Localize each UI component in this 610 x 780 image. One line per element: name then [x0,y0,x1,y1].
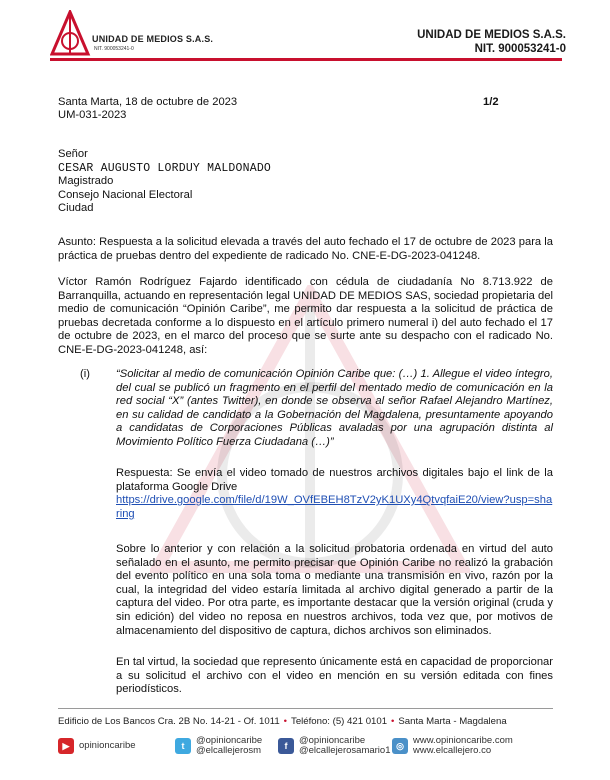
twitter-handle-2: @elcallejerosm [196,745,262,756]
footer-contact-line [58,716,553,727]
header-company-name: UNIDAD DE MEDIOS S.A.S. [417,29,566,41]
facebook-handle-1: @opinioncaribe [299,734,366,746]
footer-address: Edificio de Los Bancos Cra. 2B No. 14-21 - Of. 1011 [58,716,280,727]
facebook-handles [299,736,391,757]
recipient-salutation: Señor [58,148,88,160]
footer-website[interactable] [392,734,513,758]
recipient-name: CESAR AUGUSTO LORDUY MALDONADO [58,161,272,175]
footer-phone: Teléfono: (5) 421 0101 [291,716,388,727]
header-divider [50,58,562,61]
globe-icon: ◎ [392,738,408,754]
letter-reference: UM-031-2023 [58,109,127,121]
item-quote: “Solicitar al medio de comunicación Opinión Caribe que: (…) 1. Allegue el video íntegro, del cual se publicó un fragmento en el perfil del mentado medio de comunicación en la red social “X” (antes Twitter), en donde se observa al señor Rafael Alejandro Martínez, en su calidad de candidato a la Gobernación del Magdalena, presuntamente apoyando a candidatas de Corporaciones Públicas avaladas por una agrupación distinta al Movimiento Político Fuerza Ciudadana (…)” [116,368,553,448]
recipient-block [58,148,271,216]
recipient-organization: Consejo Nacional Electoral [58,188,193,201]
subject-paragraph: Asunto: Respuesta a la solicitud elevada a través del auto fechado el 17 de octubre de 2023 para la práctica de pruebas dentro del expediente de radicado No. CNE-E-DG-2023-041248. [58,236,553,262]
header-company-nit: NIT. 900053241-0 [474,43,566,55]
footer-facebook[interactable] [278,734,391,758]
header-company-block [417,28,566,56]
logo-company-nit: NIT. 900053241-0 [94,46,134,52]
twitter-handles [196,736,262,757]
item-numeral: (i) [80,368,90,380]
body-paragraph-2: En tal virtud, la sociedad que represento únicamente está en capacidad de proporcionar a su solicitud el archivo con el video en mención en su versión editada con fines periodísticos. [116,656,553,696]
google-drive-link[interactable]: https://drive.google.com/file/d/19W_OVfEBEH8TzV2yK1UXy4QtvqfaiE20/view?usp=sharing [116,494,553,520]
website-links [413,736,513,757]
response-paragraph [116,467,553,521]
facebook-icon: f [278,738,294,754]
footer-twitter[interactable] [175,734,262,758]
footer-separator-dot: • [391,716,395,727]
body-paragraph-1: Sobre lo anterior y con relación a la solicitud probatoria ordenada en virtud del auto señalado en el asunto, me permito precisar que Opinión Caribe no realizó la grabación del evento político en una sola toma o mediante una transmisión en vivo, razón por la cual, la integridad del video estaría limitada al archivo digital generado a partir de la captura del video. Por otra parte, es importante destacar que la versión original (cruda y sin edición) del video no reposa en nuestros archivos, toda vez que, por motivos de almacenamiento del dispositivo de captura, dichos archivos son eliminados. [116,543,553,637]
intro-paragraph: Víctor Ramón Rodríguez Fajardo identificado con cédula de ciudadanía No 8.713.922 de Barranquilla, actuando en representación legal UNIDAD DE MEDIOS SAS, sociedad propietaria del medio de comunicación “Opinión Caribe”, me permito dar respuesta a la solicitud de práctica de pruebas decretada conforme a lo dispuesto en el artículo primero numeral i) del auto fechado el 17 de octubre de 2023, en el marco del proceso que se surte ante su despacho con el radicado No. CNE-E-DG-2023-041248, así: [58,276,553,356]
facebook-handle-2: @elcallejerosamario1 [299,745,391,756]
letter-date: Santa Marta, 18 de octubre de 2023 [58,96,238,108]
footer-divider [58,708,553,709]
footer-city: Santa Marta - Magdalena [398,716,507,727]
twitter-icon: t [175,738,191,754]
recipient-title: Magistrado [58,175,114,188]
footer-youtube[interactable] [58,734,136,758]
youtube-handle: opinioncaribe [79,739,136,751]
recipient-city: Ciudad [58,202,94,215]
response-text: Respuesta: Se envía el video tomado de nuestros archivos digitales bajo el link de la plataforma Google Drive [116,467,553,493]
website-link-2: www.elcallejero.co [413,745,492,756]
website-link-1: www.opinioncaribe.com [413,734,513,746]
youtube-icon: ▶ [58,738,74,754]
twitter-handle-1: @opinioncaribe [196,734,263,746]
logo-company-name: UNIDAD DE MEDIOS S.A.S. [92,34,214,44]
page-number: 1/2 [483,96,499,108]
footer-separator-dot: • [283,716,288,727]
